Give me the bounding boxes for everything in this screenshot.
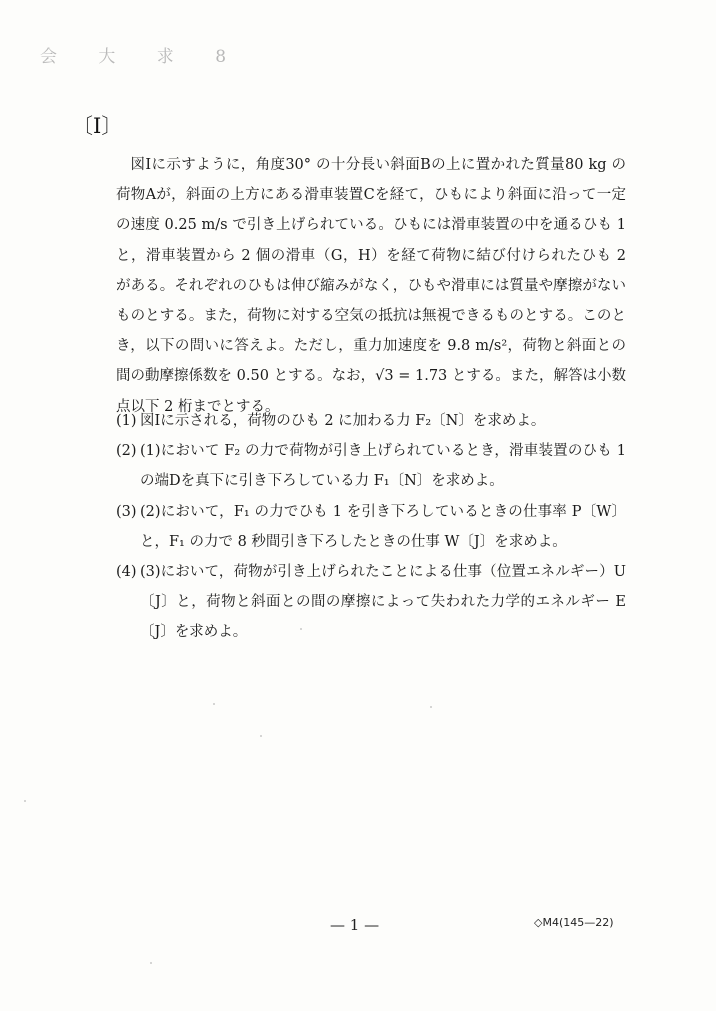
question-number: (2) bbox=[116, 443, 137, 460]
page-number: — 1 — bbox=[330, 916, 380, 934]
section-label: 〔Ⅰ〕 bbox=[72, 114, 123, 138]
question-number: (3) bbox=[116, 503, 137, 520]
document-code: ◇M4(145—22) bbox=[534, 916, 614, 929]
question-text: (3)において，荷物が引き上げられたことによる仕事（位置エネルギー）U〔J〕と，荷物と斜面との間の摩擦によって失われた力学的エネルギー E〔J〕を求めよ。 bbox=[140, 564, 626, 641]
question-number: (1) bbox=[116, 413, 137, 429]
question-item bbox=[116, 557, 626, 648]
intro-paragraph: 図Ⅰに示すように，角度30° の十分長い斜面Bの上に置かれた質量80 kg の荷物Aが，斜面の上方にある滑車装置Cを経て，ひもにより斜面に沿って一定の速度 0.25 m/s で引き上げられている。ひもには滑車装置の中を通るひも 1 と，滑車装置から 2 個の滑車（G，H）を経て荷物に結び付けられたひも 2 がある。それぞれのひもは伸び縮みがなく，ひもや滑車には質量や摩擦がないものとする。また，荷物に対する空気の抵抗は無視できるものとする。このとき，以下の問いに答えよ。ただし，重力加速度を 9.8 m/s²，荷物と斜面との間の動摩擦係数を 0.50 とする。なお，√3 = 1.73 とする。また，解答は小数点以下 2 桁までとする。 bbox=[116, 157, 626, 415]
scan-speckle bbox=[260, 735, 262, 737]
scan-speckle bbox=[430, 706, 432, 708]
scan-speckle bbox=[24, 800, 26, 802]
question-item bbox=[116, 497, 626, 557]
scan-speckle bbox=[300, 628, 302, 630]
question-list bbox=[116, 406, 626, 648]
scan-speckle bbox=[213, 703, 215, 705]
question-item bbox=[116, 406, 626, 436]
question-text: (1)において F₂ の力で荷物が引き上げられているとき，滑車装置のひも 1 の端Dを真下に引き下ろしている力 F₁〔N〕を求めよ。 bbox=[140, 443, 626, 490]
faint-header-text: 会 大 求 8 bbox=[40, 47, 245, 67]
question-item bbox=[116, 436, 626, 496]
problem-intro bbox=[116, 150, 626, 422]
question-text: 図Ⅰに示される，荷物のひも 2 に加わる力 F₂〔N〕を求めよ。 bbox=[140, 413, 546, 429]
scan-speckle bbox=[150, 962, 152, 964]
question-text: (2)において，F₁ の力でひも 1 を引き下ろしているときの仕事率 P〔W〕と，F₁ の力で 8 秒間引き下ろしたときの仕事 W〔J〕を求めよ。 bbox=[140, 503, 626, 550]
question-number: (4) bbox=[116, 564, 137, 581]
